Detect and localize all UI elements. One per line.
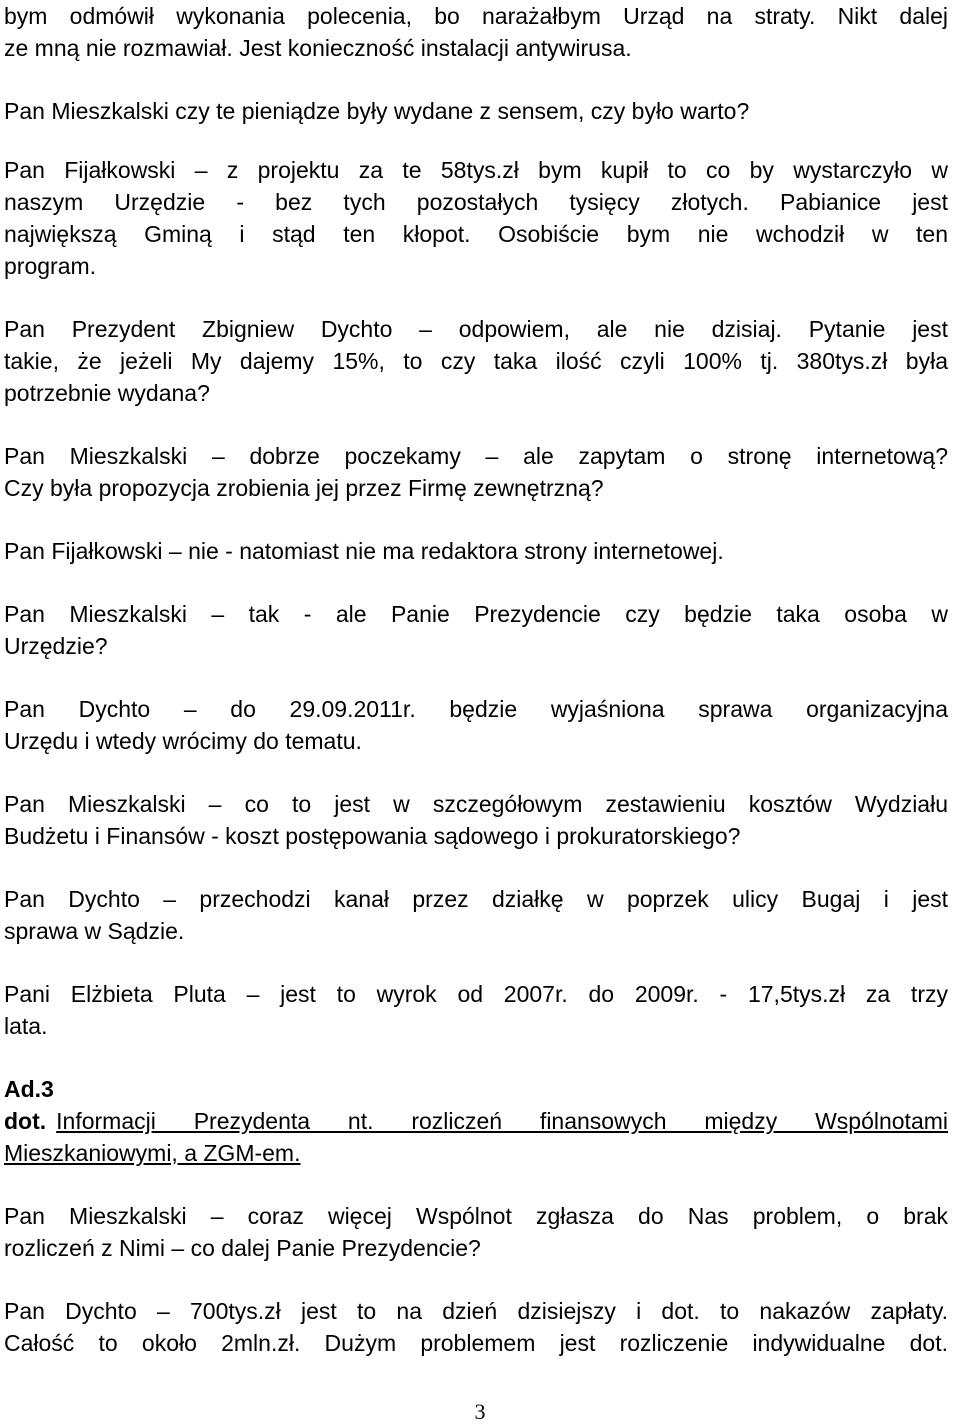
text-line: Pani Elżbieta Pluta – jest to wyrok od 2007r. do 2009r. - 17,5tys.zł za trzy (4, 981, 948, 1007)
text-line: Urzędu i wtedy wrócimy do tematu. (4, 728, 362, 754)
text-line: program. (4, 253, 97, 279)
text-line: Pan Dychto – przechodzi kanał przez działkę w poprzek ulicy Bugaj i jest (4, 886, 948, 912)
text-line: ze mną nie rozmawiał. Jest konieczność instalacji antywirusa. (4, 35, 632, 61)
text-line: bym odmówił wykonania polecenia, bo narażałbym Urząd na straty. Nikt dalej (4, 3, 948, 29)
text-line: Pan Fijałkowski – nie - natomiast nie ma redaktora strony internetowej. (4, 538, 724, 564)
section-topic-title-cont (4, 1137, 948, 1169)
text-line: Pan Mieszkalski – coraz więcej Wspólnot zgłasza do Nas problem, o brak (4, 1203, 948, 1229)
text-line: naszym Urzędzie - bez tych pozostałych tysięcy złotych. Pabianice jest (4, 189, 948, 215)
text-line: lata. (4, 1013, 48, 1039)
section-dot-label: dot. (4, 1108, 47, 1134)
section-heading: Ad.3 (4, 1076, 54, 1102)
text-line: Pan Dychto – do 29.09.2011r. będzie wyjaśniona sprawa organizacyjna (4, 696, 948, 722)
text-line: Pan Dychto – 700tys.zł jest to na dzień dzisiejszy i dot. to nakazów zapłaty. (4, 1298, 948, 1324)
text-line: sprawa w Sądzie. (4, 918, 185, 944)
text-line: Pan Mieszkalski czy te pieniądze były wydane z sensem, czy było warto? (4, 98, 750, 124)
text-line: potrzebnie wydana? (4, 380, 210, 406)
text-line: największą Gminą i stąd ten kłopot. Osobiście bym nie wchodził w ten (4, 221, 948, 247)
page-number: 3 (474, 1399, 486, 1424)
text-line: rozliczeń z Nimi – co dalej Panie Prezydencie? (4, 1235, 481, 1261)
text-line: Pan Mieszkalski – co to jest w szczegółowym zestawieniu kosztów Wydziału (4, 791, 948, 817)
section-topic-line (4, 1105, 948, 1137)
text-line: Pan Fijałkowski – z projektu za te 58tys.zł bym kupił to co by wystarczyło w (4, 157, 948, 183)
text-line: Pan Mieszkalski – tak - ale Panie Prezydencie czy będzie taka osoba w (4, 601, 948, 627)
text-line: Urzędzie? (4, 633, 108, 659)
text-line: Czy była propozycja zrobienia jej przez Firmę zewnętrzną? (4, 475, 604, 501)
section-topic-title: Informacji Prezydenta nt. rozliczeń finansowych między Wspólnotami (56, 1108, 948, 1134)
text-line: Budżetu i Finansów - koszt postępowania sądowego i prokuratorskiego? (4, 823, 741, 849)
text-line: Pan Prezydent Zbigniew Dychto – odpowiem, ale nie dzisiaj. Pytanie jest (4, 316, 948, 342)
text-line: takie, że jeżeli My dajemy 15%, to czy taka ilość czyli 100% tj. 380tys.zł była (4, 348, 948, 374)
text-line: Całość to około 2mln.zł. Dużym problemem jest rozliczenie indywidualne dot. (4, 1330, 948, 1356)
text-line: Pan Mieszkalski – dobrze poczekamy – ale zapytam o stronę internetową? (4, 443, 948, 469)
section-topic-title-text: Mieszkaniowymi, a ZGM-em. (4, 1140, 301, 1166)
